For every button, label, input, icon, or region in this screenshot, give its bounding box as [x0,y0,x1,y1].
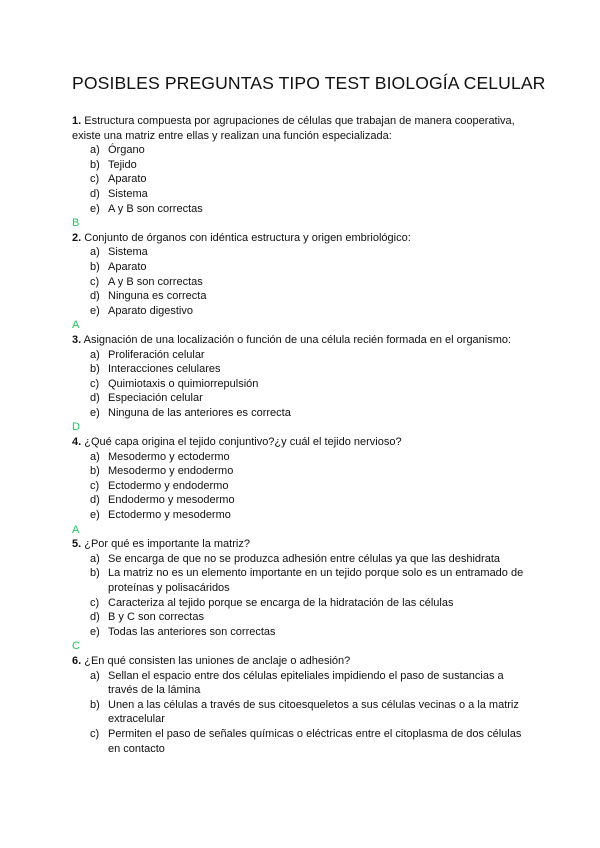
option-text: Proliferación celular [108,348,205,361]
question-number: 5. [72,538,82,551]
option-letter: d) [90,494,100,507]
option-letter: e) [90,304,100,317]
question-5 [72,537,532,552]
questions-body [72,114,532,756]
option-text: Endodermo y mesodermo [108,494,235,507]
question-6 [72,654,532,669]
question-1 [72,114,532,143]
option-letter: c) [90,275,100,288]
option-text: A y B son correctas [108,275,203,288]
question-text: Conjunto de órganos con idéntica estructura y origen embriológico: [84,231,411,244]
option-text: Órgano [108,144,145,157]
question-number: 4. [72,436,82,449]
option-item [72,391,532,406]
option-item [72,596,532,611]
option-item [72,464,532,479]
option-item [72,508,532,523]
option-item [72,362,532,377]
option-item [72,727,532,756]
option-text: Interacciones celulares [108,363,221,376]
question-number: 6. [72,654,82,667]
option-item [72,348,532,363]
option-item [72,698,532,727]
option-letter: c) [90,479,100,492]
option-letter: a) [90,348,100,361]
option-letter: e) [90,625,100,638]
options-list [72,348,532,421]
answer-key: C [72,640,80,653]
option-text: Tejido [108,158,137,171]
option-text: Caracteriza al tejido porque se encarga de la hidratación de las células [108,596,454,609]
option-text: Aparato [108,260,147,273]
options-list [72,143,532,216]
option-letter: e) [90,406,100,419]
option-letter: d) [90,611,100,624]
option-item [72,158,532,173]
option-letter: c) [90,173,100,186]
option-text: Todas las anteriores son correctas [108,625,276,638]
option-letter: b) [90,567,100,580]
answer-key: A [72,523,80,536]
option-letter: b) [90,158,100,171]
option-text: B y C son correctas [108,611,204,624]
option-item [72,275,532,290]
option-item [72,187,532,202]
option-item [72,610,532,625]
option-text: Ninguna de las anteriores es correcta [108,406,291,419]
option-text: Aparato digestivo [108,304,193,317]
option-letter: d) [90,187,100,200]
option-letter: a) [90,450,100,463]
page-title: POSIBLES PREGUNTAS TIPO TEST BIOLOGÍA CELULAR [72,73,546,93]
option-item [72,143,532,158]
option-letter: c) [90,596,100,609]
option-letter: a) [90,246,100,259]
option-letter: b) [90,465,100,478]
option-text: Mesodermo y endodermo [108,465,234,478]
option-letter: c) [90,377,100,390]
option-text: La matriz no es un elemento importante en un tejido porque solo es un entramado de proteínas y polisacáridos [108,567,524,594]
option-text: Se encarga de que no se produzca adhesión entre células ya que las deshidrata [108,552,500,565]
option-text: A y B son correctas [108,202,203,215]
option-item [72,669,532,698]
option-letter: b) [90,363,100,376]
question-text: Estructura compuesta por agrupaciones de células que trabajan de manera cooperativa, existe una matriz entre ellas y realizan una función especializada: [72,115,515,142]
option-letter: d) [90,290,100,303]
option-letter: b) [90,698,100,711]
option-item [72,172,532,187]
options-list [72,669,532,757]
option-item [72,493,532,508]
options-list [72,450,532,523]
option-item [72,552,532,567]
option-text: Especiación celular [108,392,203,405]
option-text: Unen a las células a través de sus citoesqueletos a sus células vecinas o a la matriz extracelular [108,698,519,726]
question-number: 3. [72,333,82,346]
option-item [72,625,532,640]
option-item [72,260,532,275]
question-3 [72,333,532,348]
option-letter: e) [90,202,100,215]
option-letter: a) [90,144,100,157]
option-text: Mesodermo y ectodermo [108,450,230,463]
option-letter: a) [90,552,100,565]
option-item [72,479,532,494]
question-text: ¿Por qué es importante la matriz? [84,538,250,551]
option-text: Ectodermo y mesodermo [108,509,231,522]
option-text: Sistema [108,246,148,259]
option-item [72,450,532,465]
option-item [72,377,532,392]
option-letter: d) [90,392,100,405]
option-item [72,406,532,421]
options-list [72,245,532,318]
option-letter: e) [90,509,100,522]
question-number: 1. [72,115,82,127]
option-text: Quimiotaxis o quimiorrepulsión [108,377,259,390]
option-item [72,245,532,260]
option-letter: c) [90,727,100,740]
option-text: Ninguna es correcta [108,290,207,303]
question-4 [72,435,532,450]
option-text: Aparato [108,173,147,186]
option-text: Sellan el espacio entre dos células epiteliales impidiendo el paso de sustancias a través de la lámina [108,669,504,697]
question-number: 2. [72,231,82,244]
question-text: Asignación de una localización o función de una célula recién formada en el organismo: [83,333,512,346]
option-item [72,566,532,595]
option-item [72,289,532,304]
option-item [72,202,532,217]
options-list [72,552,532,640]
answer-key: B [72,217,80,230]
answer-key: D [72,421,80,434]
option-text: Permiten el paso de señales químicas o eléctricas entre el citoplasma de dos células en contacto [108,727,522,755]
answer-key: A [72,319,80,332]
question-2 [72,231,532,246]
option-item [72,304,532,319]
option-text: Ectodermo y endodermo [108,479,229,492]
question-text: ¿Qué capa origina el tejido conjuntivo?¿y cuál el tejido nervioso? [84,436,402,449]
question-text: ¿En qué consisten las uniones de anclaje o adhesión? [84,654,351,667]
option-text: Sistema [108,187,148,200]
option-letter: a) [90,669,100,682]
option-letter: b) [90,260,100,273]
